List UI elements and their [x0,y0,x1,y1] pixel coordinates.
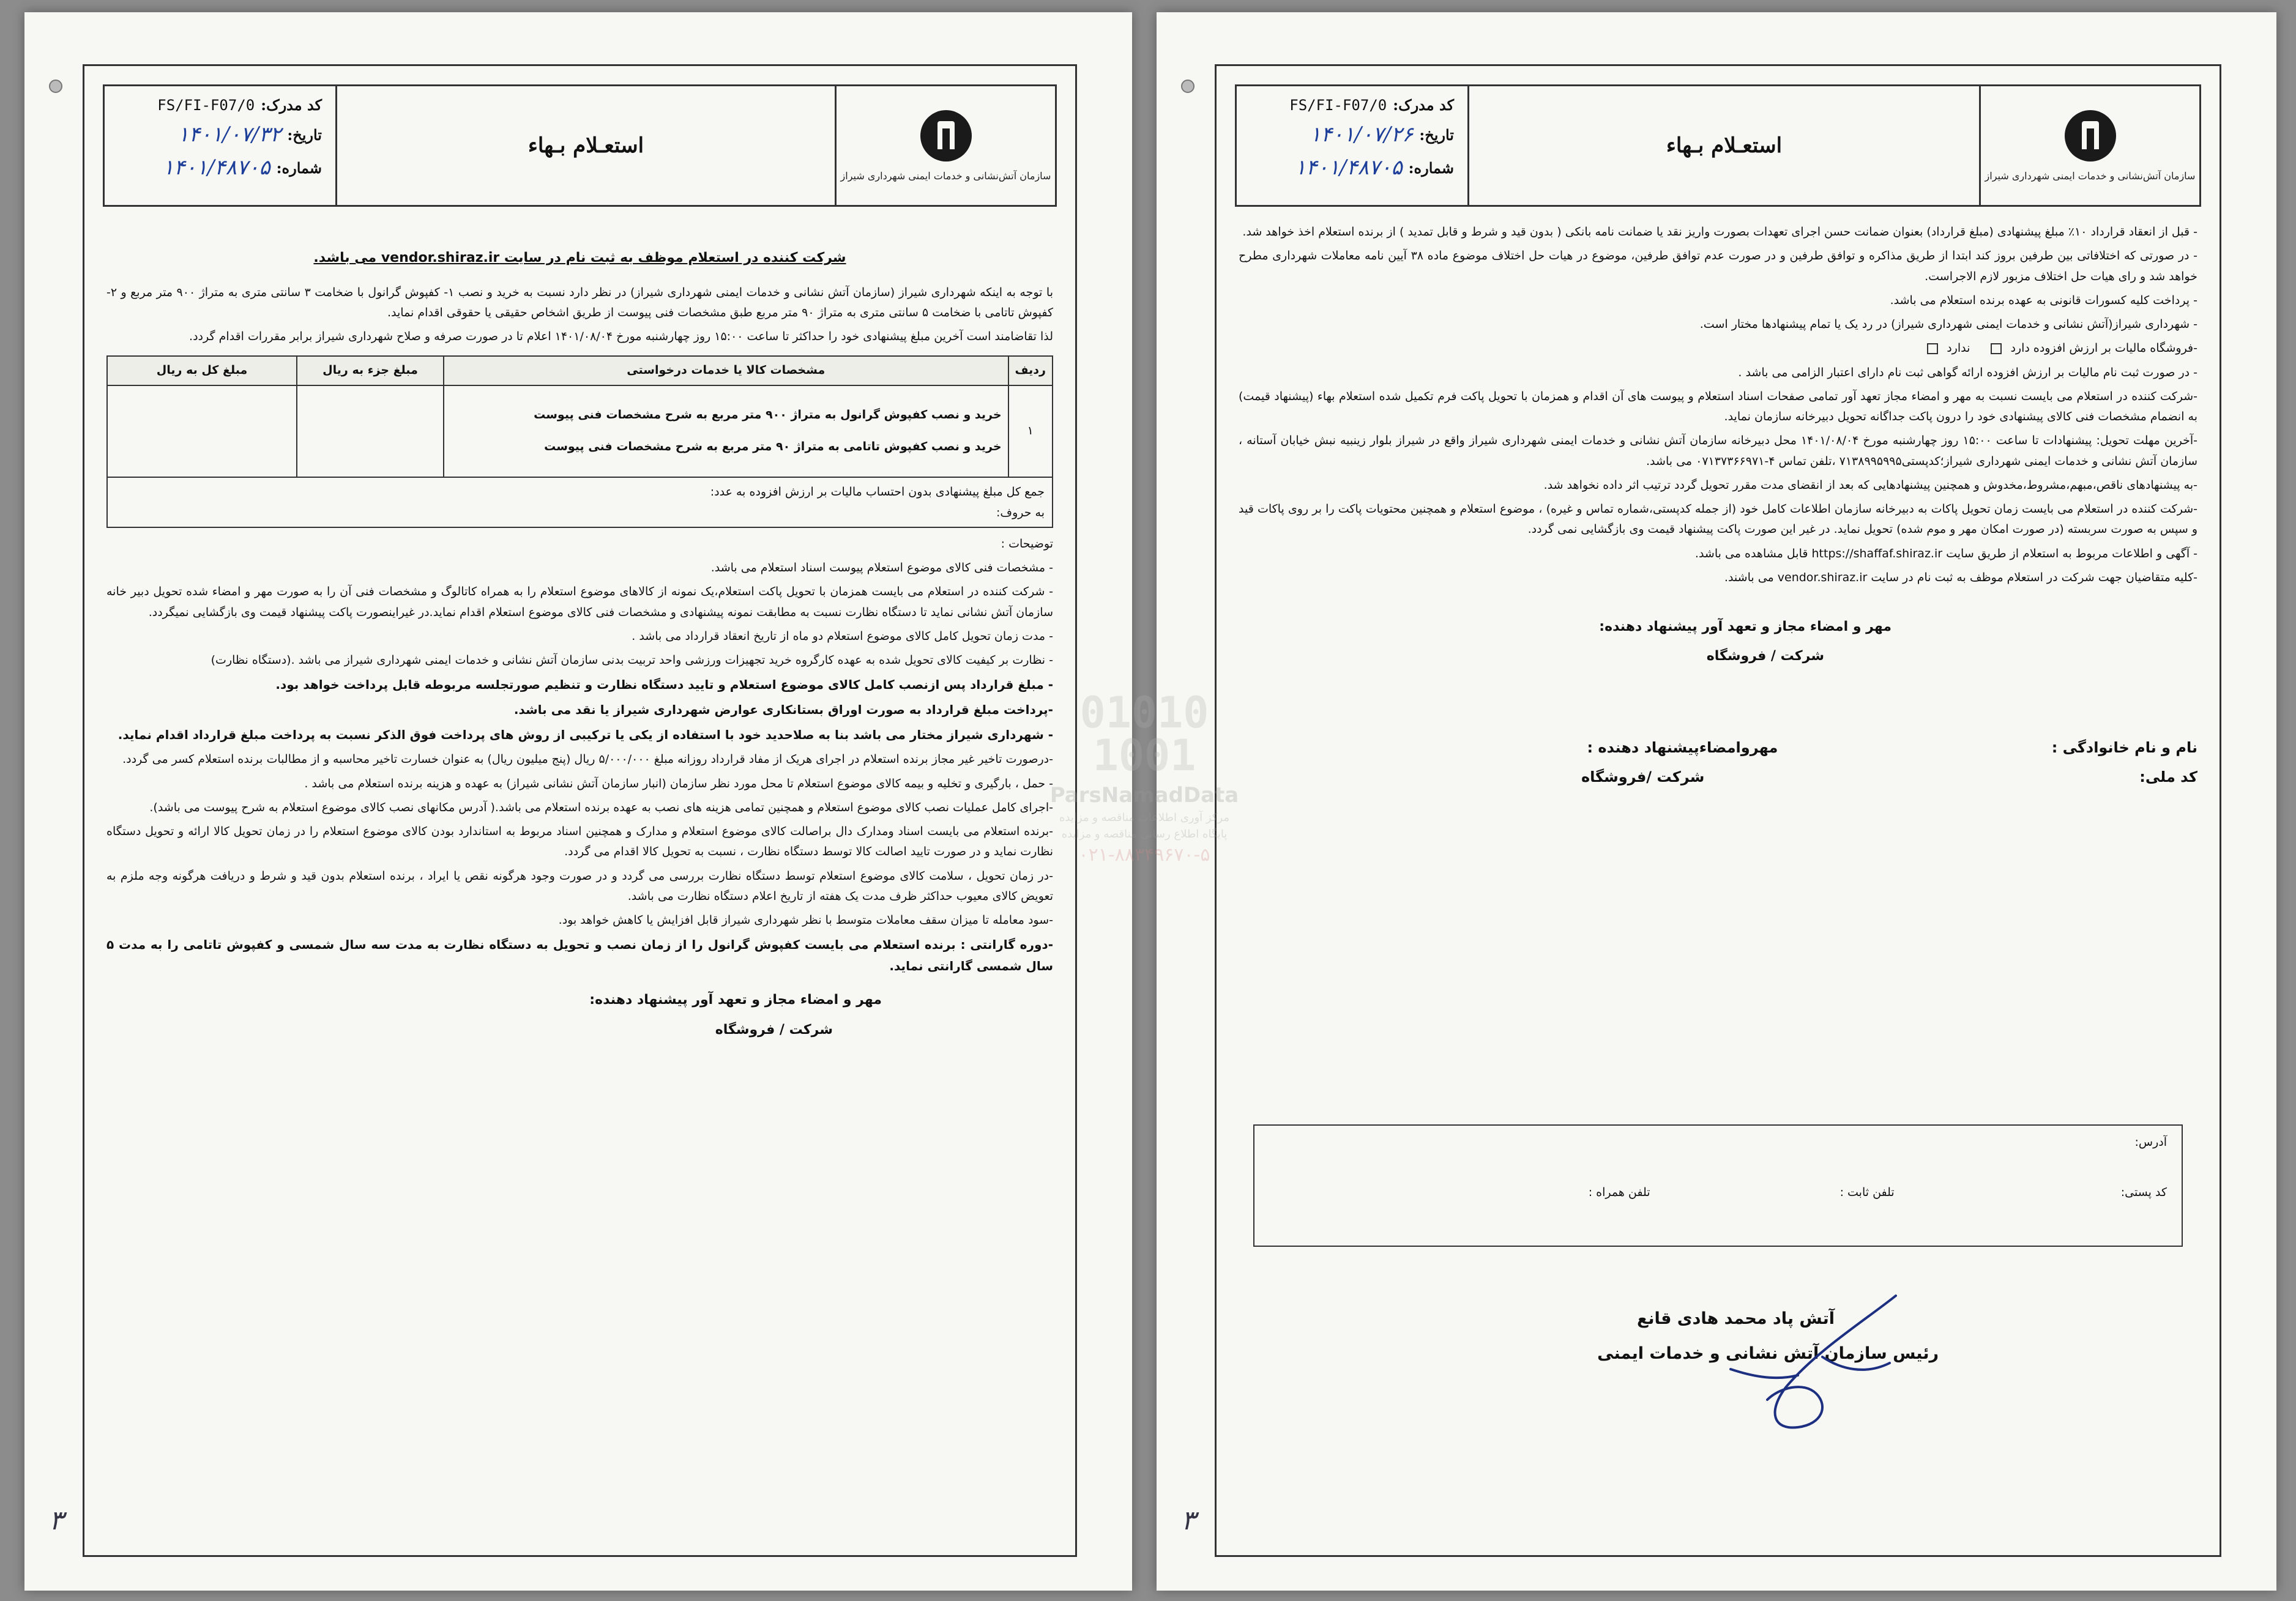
contact-row [1269,1186,2167,1199]
document-title: استعـلام بـهاء [1666,133,1783,158]
doc-code-label: کد مدرک: [261,96,322,114]
condition-item: - آگهی و اطلاعات مربوط به استعلام از طریق سایت https://shaffaf.shiraz.ir قابل مشاهده می باشد. [1694,546,2197,560]
page-mark: ۳ [1181,1505,1196,1536]
table-row [107,385,1053,477]
note-item: -درصورت تاخیر غیر مجاز برنده استعلام در اجرای هریک از مفاد قرارداد روزانه مبلغ ۵/۰۰۰/۰۰۰ ریال (پنج میلیون ریال) به عنوان خسارت تاخیر محاسبه و از مطالبات برنده استعلام کسر می گردد. [122,752,1053,767]
note-item: -پرداخت مبلغ قرارداد به صورت اوراق بستانکاری عوارض شهرداری شیراز یا نقد می باشد. [513,702,1053,718]
org-name: سازمان آتش‌نشانی و خدمات ایمنی شهرداری شیراز [840,169,1051,182]
watermark-subtitle-2: پایگاه اطلاع رسانی مناقصه و مزایده [1061,828,1228,841]
note-item: -اجرای کامل عملیات نصب کالای موضوع استعلام و همچنین تمامی هزینه های نصب به عهده برنده استعلام می باشد.( آدرس مکانهای نصب کالای موضوع استعلام به شرح پیوست می باشد). [149,800,1053,814]
row-number: ۱ [1008,385,1053,477]
number-label: شماره: [276,158,322,177]
number-row [1250,155,1454,180]
applicant-company-label: شرکت /فروشگاه [1581,768,1705,786]
signature-block [1239,612,2197,672]
date-value: ۱۴۰۱/۰۷/۲۶ [1310,122,1414,147]
postal-code-label[interactable]: کد پستی: [2120,1186,2167,1199]
document-meta [105,86,337,205]
document-meta [1237,86,1469,205]
note-item: -برنده استعلام می بایست اسناد ومدارک دال براصالت کالای موضوع استعلام و مدارک و همچنین اسناد مربوط به استاندارد بودن کالای موضوع استعلام را در زمان تحویل کالا ارائه و تحویل دستگاه نظارت نماید و در صورت تایید اصالت کالا توسط دستگاه نظارت ، نسبت به تحویل کالا اقدام می گردد. [106,825,1053,859]
condition-item: - در صورتی که اختلافاتی بین طرفین بروز کند ابتدا از طریق مذاکره و توافق طرفین و در صورت عدم توافق طرفین، موضوع در هیات حل اختلاف موضوع ماده ۳۸ آیین نامه معاملات شهرداری مطرح خواهد شد و رای هیات حل اختلاف مزبور لازم الاجراست. [1239,249,2197,283]
watermark-code: 01010 1001 [1079,688,1209,781]
number-value: ۱۴۰۱/۴۸۷۰۵ [1294,155,1403,180]
vat-none-label: ندارد [1947,341,1970,355]
condition-item: -به پیشنهادهای ناقص،مبهم،مشروط،مخدوش و همچنین پیشنهادهایی که بعد از انقضای مدت مقرر تحویل گردد ترتیب اثر داده نخواهد شد. [1543,478,2197,492]
condition-item: - شهرداری شیراز(آتش نشانی و خدمات ایمنی شهرداری شیراز) در رد یک یا تمام پیشنهادها مختار است. [1699,318,2197,331]
national-id-label[interactable]: کد ملی: [2139,768,2197,786]
applicant-identity [2052,733,2197,792]
signature-label: مهر و امضاء مجاز و تعهد آور پیشنهاد دهنده: [1599,619,1892,634]
vat-has-checkbox[interactable] [1991,343,2002,354]
page-mark: ۳ [49,1505,64,1536]
note-item: - نظارت بر کیفیت کالای تحویل شده به عهده کارگروه خرید تجهیزات ورزشی واحد تربیت بدنی سازمان آتش نشانی و خدمات ایمنی شهرداری شیراز می باشد .(دستگاه نظارت) [211,653,1053,667]
note-item: -سود معامله تا میزان سقف معاملات متوسط با نظر شهرداری شیراز قابل افزایش یا کاهش خواهد بود. [558,913,1053,927]
fire-department-logo-icon [2065,110,2116,162]
col-total-price-header: مبلغ کل به ریال [107,356,297,385]
document-header [1235,84,2201,207]
document-body [106,247,1053,1045]
col-row-header: ردیف [1008,356,1053,385]
condition-item: -شرکت کننده در استعلام می بایست زمان تحویل پاکات به دبیرخانه سازمان اطلاعات کامل خود (از جمله کدپستی،شماره تماس و غیره) ، موضوع استعلام و همچنین محتویات پاکت را بر روی پاکات قید و سپس به صورت سربسته (در صورت امکان مهر و موم شده) تحویل نماید. در غیر این صورت پاکت پیشنهاد قیمت وی بازگشایی نمی گردد. [1239,502,2197,537]
date-label: تاریخ: [287,125,322,144]
staple-hole [49,80,62,93]
total-amount-label[interactable]: جمع کل مبلغ پیشنهادی بدون احتساب مالیات بر ارزش افزوده به عدد: [710,485,1045,499]
number-label: شماره: [1408,158,1454,177]
condition-item: - در صورت ثبت نام مالیات بر ارزش افزوده ارائه گواهی ثبت نام دارای اعتبار الزامی می باشد . [1738,365,2197,379]
document-body [1239,222,2197,792]
note-item: - شهرداری شیراز مختار می باشد بنا به صلاحدید خود با استفاده از یکی یا ترکیبی از روش های پرداخت فوق الذکر نسبت به پرداخت مبلغ قرارداد اقدام نماید. [117,727,1053,743]
items-table [106,355,1053,477]
row-spec [444,385,1008,477]
date-row [118,122,322,147]
vat-none-checkbox[interactable] [1927,343,1938,354]
signer-title: رئیس سازمان آتش نشانی و خدمات ایمنی [1597,1343,1939,1363]
page-frame [1215,64,2221,1557]
org-logo-cell [1979,86,2199,205]
total-box [106,478,1053,528]
handwritten-signature-icon [1694,1283,1939,1443]
document-header [103,84,1057,207]
notes-section [106,534,1053,978]
col-unit-price-header: مبلغ جزء به ریال [297,356,444,385]
watermark-phone: ۰۲۱-۸۸۳۴۹۶۷۰-۵ [1078,844,1210,866]
condition-item: - پرداخت کلیه کسورات قانونی به عهده برنده استعلام می باشد. [1890,293,2197,307]
date-value: ۱۴۰۱/۰۷/۳۲ [177,122,281,147]
row-item-tatami: خرید و نصب کفپوش تاتامی به متراژ ۹۰ متر مربع به شرح مشخصات فنی پیوست [544,439,1002,453]
fire-department-logo-icon [920,110,972,162]
document-title: استعـلام بـهاء [527,133,644,158]
col-spec-header: مشخصات کالا یا خدمات درخواستی [444,356,1008,385]
note-item: - مبلغ قرارداد پس ازنصب کامل کالای موضوع استعلام و تایید دستگاه نظارت و تنظیم صورتجلسه مربوطه قابل پرداخت خواهد بود. [275,677,1053,693]
intro-paragraph: با توجه به اینکه شهرداری شیراز (سازمان آتش نشانی و خدمات ایمنی شهرداری شیراز) در نظر دارد نسبت به خرید و نصب ۱- کفپوش گرانول با ضخامت ۳ سانتی متری به متراژ ۹۰۰ متر مربع و ۲- کفپوش تاتامی با ضخامت ۵ سانتی متری به متراژ ۹۰ متر مربع طبق مشخصات فنی پیوست از طریق اشخاص حقیقی یا حقوقی اقدام نماید. [106,285,1053,319]
doc-code-value: FS/FI-F07/0 [1289,96,1387,114]
address-box [1253,1124,2183,1247]
doc-code-row [1250,96,1454,114]
company-label: شرکت / فروشگاه [1706,648,1824,664]
doc-code-row [118,96,322,114]
date-row [1250,122,1454,147]
staple-hole [1181,80,1195,93]
org-logo-cell [835,86,1055,205]
doc-code-label: کد مدرک: [1393,96,1454,114]
vat-question [1239,338,2197,358]
landline-label[interactable]: تلفن ثابت : [1839,1186,1895,1199]
watermark-subtitle: مرکز آوری اطلاعات مناقصه و مزایده [1059,811,1229,824]
page-frame [83,64,1077,1557]
doc-code-value: FS/FI-F07/0 [157,96,255,114]
applicant-info [1239,733,2197,792]
notes-title: توضیحات : [1001,537,1053,551]
applicant-signature-label: مهروامضاءپیشنهاد دهنده : [1587,738,1778,756]
note-item: - مدت زمان تحویل کامل کالای موضوع استعلام دو ماه از تاریخ انعقاد قرارداد می باشد . [632,629,1053,643]
note-item: - حمل ، بارگیری و تخلیه و بیمه کالای موضوع استعلام تا محل مورد نظر سازمان (انبار سازمان آتش نشانی شیراز) به عهده و هزینه برنده استعلام می باشد . [304,776,1053,790]
row-item-granule: خرید و نصب کفپوش گرانول به متراژ ۹۰۰ متر مربع به شرح مشخصات فنی پیوست [534,408,1002,422]
address-label[interactable]: آدرس: [2134,1135,2167,1149]
note-item: - مشخصات فنی کالای موضوع استعلام پیوست اسناد استعلام می باشد. [710,561,1053,575]
condition-item: -کلیه متقاضیان جهت شرکت در استعلام موظف به ثبت نام در سایت vendor.shiraz.ir می باشند. [1724,570,2197,584]
note-item: - شرکت کننده در استعلام می بایست همزمان با تحویل پاکت استعلام،یک نمونه از کالاهای موضوع استعلام را به همراه کاتالوگ و مشخصات فنی آن را به صورت مهر و امضاء شده تحویل دبیر خانه سازمان آتش نشانی نماید تا دستگاه نظارت نسبت به مطابقت نمونه پیشنهادی و مشخصات فنی کالای موضوع استعلام اقدام نماید.در غیراینصورت پاکت پیشنهاد قیمت وی بازگشایی نمیگردد. [106,585,1053,619]
document-page-right [1157,12,2276,1591]
signature-block [106,986,1053,1045]
number-value: ۱۴۰۱/۴۸۷۰۵ [162,155,270,180]
org-name: سازمان آتش‌نشانی و خدمات ایمنی شهرداری شیراز [1985,169,2196,182]
condition-item: - قبل از انعقاد قرارداد ۱۰٪ مبلغ پیشنهادی (مبلغ قرارداد) بعنوان ضمانت حسن اجرای تعهدات بصورت واریز نقد یا ضمانت نامه بانکی ( بدون قید و شرط و قابل تمدید ) از برنده استعلام اخذ خواهد شد. [1242,225,2197,239]
note-item: -دوره گارانتی : برنده استعلام می بایست کفپوش گرانول را از زمان نصب و تحویل به دستگاه نظارت به مدت سه سال شمسی و کفپوش تاتامی را به مدت ۵ سال شمسی گارانتی نماید. [106,937,1053,974]
total-price-cell[interactable] [107,385,297,477]
applicant-signature [1581,733,1778,792]
signer-name: آتش پاد محمد هادی قانع [1636,1309,1835,1328]
number-row [118,155,322,180]
mobile-label[interactable]: تلفن همراه : [1588,1186,1650,1199]
note-item: -در زمان تحویل ، سلامت کالای موضوع استعلام توسط دستگاه نظارت بررسی می گردد و در صورت وجود هرگونه نقص یا ایراد ، برنده استعلام بدون قید و شرط و دریافت هرگونه وجه ملزم به تعویض کالای معیوب حداکثر ظرف مدت یک هفته از تاریخ اعلام دستگاه نظارت می باشد. [106,869,1053,903]
document-page-left [24,12,1132,1591]
total-amount-letters-label[interactable]: به حروف: [996,505,1045,519]
condition-item: -آخرین مهلت تحویل: پیشنهادات تا ساعت ۱۵:۰۰ روز چهارشنبه مورخ ۱۴۰۱/۰۸/۰۴ محل دبیرخانه سازمان آتش نشانی و خدمات ایمنی شهرداری شیراز واقع در شیراز بلوار زینبیه نبش خیابان آستانه ، سازمان آتش نشانی و خدمات ایمنی شهرداری شیراز؛کدپستی۷۱۳۸۹۹۵۹۹۵ ،تلفن تماس ۴-۰۷۱۳۷۳۶۶۹۷۱ می باشد. [1239,434,2197,468]
deadline-paragraph: لذا تقاضامند است آخرین مبلغ پیشنهادی خود را حداکثر تا ساعت ۱۵:۰۰ روز چهارشنبه مورخ ۱۴۰۱/۰۸/۰۴ اعلام تا در صورت صرفه و صلاح شهرداری شیراز برابر مقررات اقدام گردد. [189,330,1053,343]
vat-has-label: -فروشگاه مالیات بر ارزش افزوده دارد [2010,341,2197,355]
company-label: شرکت / فروشگاه [715,1022,833,1038]
watermark-brand: ParsNamadData [1049,783,1239,808]
table-header-row [107,356,1053,385]
date-label: تاریخ: [1419,125,1454,144]
unit-price-cell[interactable] [297,385,444,477]
vendor-notice: شرکت کننده در استعلام موظف به ثبت نام در سایت vendor.shiraz.ir می باشد. [313,250,846,266]
name-label[interactable]: نام و نام خانوادگی : [2051,738,2197,756]
condition-item: -شرکت کننده در استعلام می بایست نسبت به مهر و امضاء مجاز تعهد آور تمامی صفحات اسناد استعلام و پیوست های آن اقدام و همزمان با تحویل پاکت فرم تکمیل شده استعلام بهاء (پیشنهاد قیمت) به انضمام مشخصات فنی کالای پیشنهادی خود را درون پاکت جداگانه تحویل دبیرخانه سازمان نماید. [1239,389,2197,423]
signature-label: مهر و امضاء مجاز و تعهد آور پیشنهاد دهنده: [589,992,882,1008]
